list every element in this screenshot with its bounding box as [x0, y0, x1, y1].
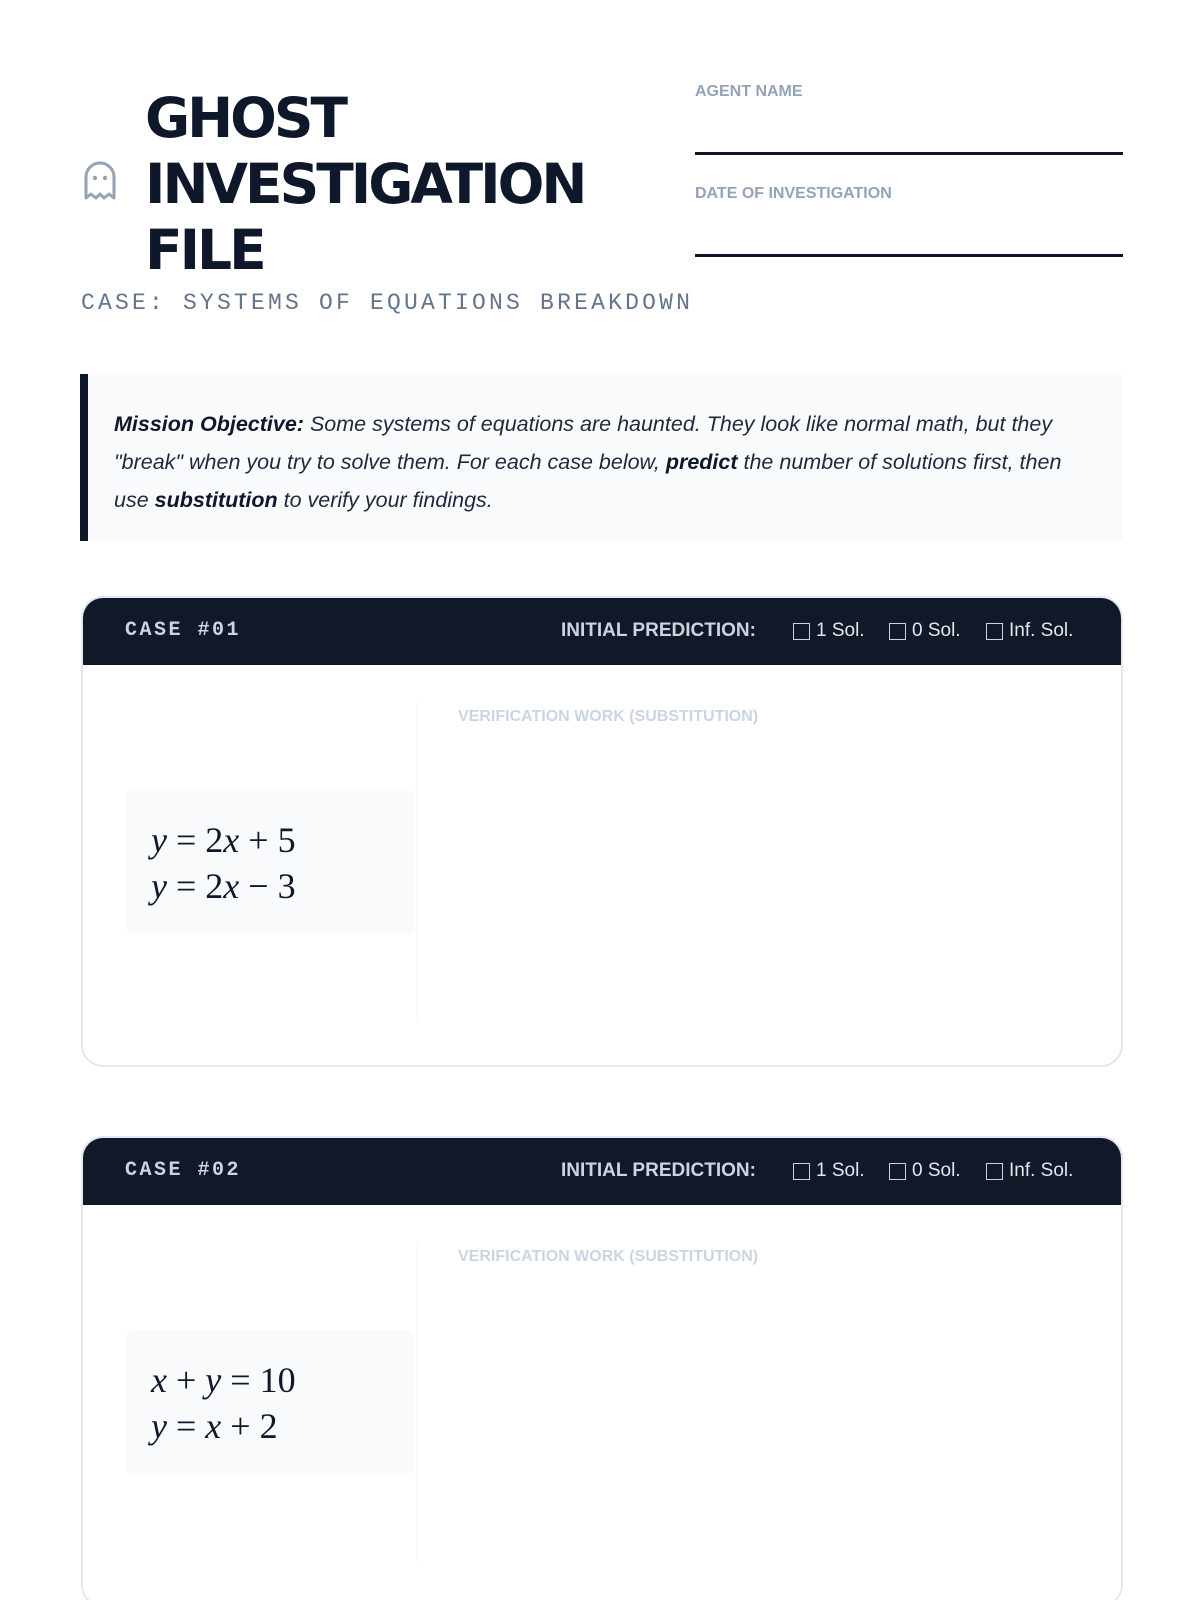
checkbox[interactable]: [986, 623, 1003, 640]
option-label: Inf. Sol.: [1009, 1160, 1074, 1181]
prediction-option-zero[interactable]: [889, 1160, 961, 1182]
date-label: DATE OF INVESTIGATION: [695, 185, 892, 202]
prediction-option-zero[interactable]: [889, 620, 961, 642]
mission-objective: [80, 374, 1123, 541]
equation: y = 2x + 5: [151, 820, 296, 860]
checkbox[interactable]: [793, 1163, 810, 1180]
option-label: 1 Sol.: [816, 620, 865, 641]
mission-text: Some systems of equations are haunted. They look like normal math, but they "break" when you try to solve them. For each case below,: [114, 412, 1053, 474]
mission-text: the number of solutions first, then use: [114, 450, 1062, 512]
mission-emphasis: predict: [665, 450, 738, 474]
prediction-option-one[interactable]: [793, 620, 865, 642]
checkbox[interactable]: [889, 623, 906, 640]
case-header: [83, 598, 1121, 665]
prediction-option-one[interactable]: [793, 1160, 865, 1182]
case-card: [81, 596, 1123, 1067]
equation: y = x + 2: [151, 1406, 278, 1446]
case-header: [83, 1138, 1121, 1205]
agent-name-label: AGENT NAME: [695, 83, 803, 100]
verification-label: VERIFICATION WORK (SUBSTITUTION): [458, 708, 759, 725]
verification-label: VERIFICATION WORK (SUBSTITUTION): [458, 1248, 759, 1265]
option-label: 0 Sol.: [912, 1160, 961, 1181]
equation: x + y = 10: [151, 1360, 296, 1400]
equation-box: [125, 790, 415, 935]
page-title: [145, 85, 665, 283]
mission-text: to verify your findings.: [277, 488, 493, 512]
agent-name-field[interactable]: [695, 152, 1123, 155]
prediction-option-infinite[interactable]: [986, 620, 1073, 642]
case-body: [83, 1205, 1121, 1600]
checkbox[interactable]: [889, 1163, 906, 1180]
prediction-label: INITIAL PREDICTION:: [561, 620, 756, 641]
prediction-label: INITIAL PREDICTION:: [561, 1160, 756, 1181]
checkbox[interactable]: [793, 623, 810, 640]
option-label: 1 Sol.: [816, 1160, 865, 1181]
title-line: FILE: [145, 218, 264, 282]
equation: y = 2x − 3: [151, 866, 296, 906]
case-subtitle: CASE: SYSTEMS OF EQUATIONS BREAKDOWN: [81, 290, 694, 316]
mission-lead: Mission Objective:: [114, 412, 304, 436]
column-divider: [417, 702, 418, 1022]
column-divider: [417, 1242, 418, 1562]
case-id: CASE #02: [125, 1159, 242, 1182]
prediction-option-infinite[interactable]: [986, 1160, 1073, 1182]
case-id: CASE #01: [125, 619, 242, 642]
date-field[interactable]: [695, 254, 1123, 257]
option-label: Inf. Sol.: [1009, 620, 1074, 641]
checkbox[interactable]: [986, 1163, 1003, 1180]
title-line: GHOST: [145, 86, 346, 150]
ghost-icon: [83, 160, 117, 202]
case-card: [81, 1136, 1123, 1600]
case-body: [83, 665, 1121, 1067]
option-label: 0 Sol.: [912, 620, 961, 641]
mission-emphasis: substitution: [154, 488, 278, 512]
title-line: INVESTIGATION: [145, 152, 585, 216]
equation-box: [125, 1330, 415, 1475]
